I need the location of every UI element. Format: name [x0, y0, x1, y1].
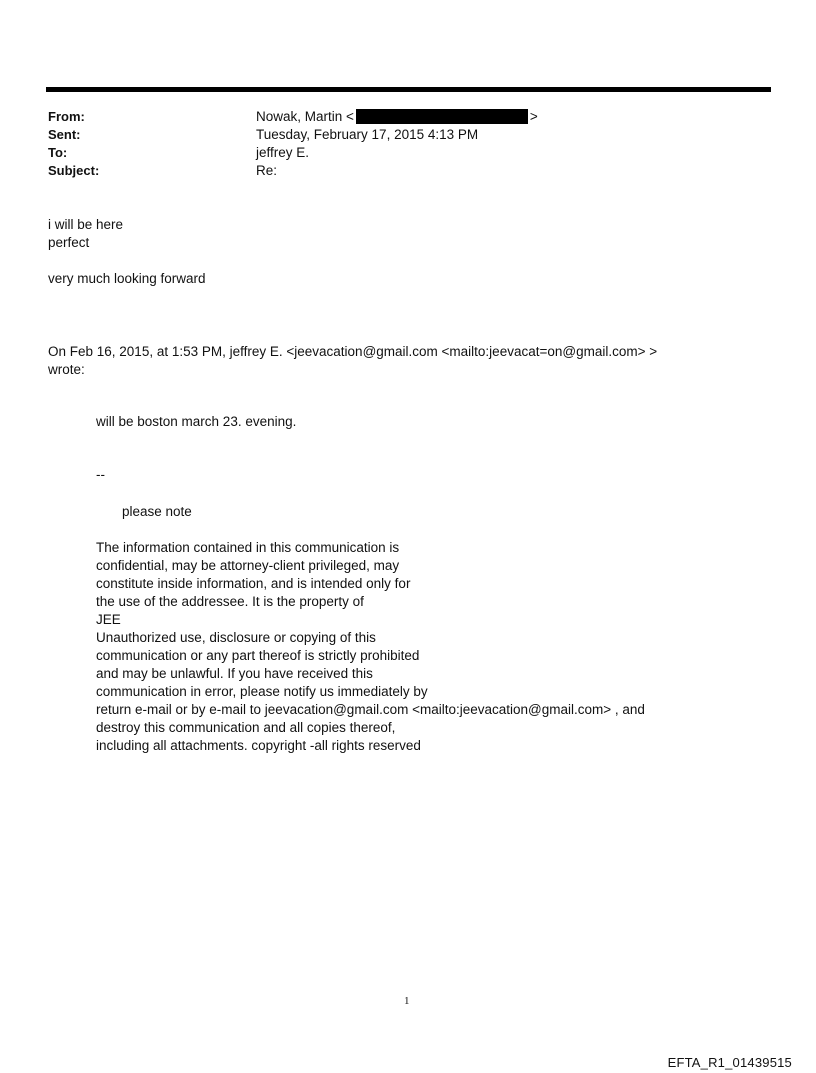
disclaimer-line: return e-mail or by e-mail to jeevacation@gmail.com <mailto:jeevacation@gmail.com> , and	[96, 702, 645, 717]
disclaimer-line: JEE	[96, 612, 121, 627]
disclaimer-line: confidential, may be attorney-client privileged, may	[96, 558, 400, 573]
sent-value: Tuesday, February 17, 2015 4:13 PM	[256, 127, 479, 142]
signature-separator: --	[96, 467, 105, 482]
reply-line-2: perfect	[48, 235, 90, 250]
from-close: >	[529, 109, 538, 124]
disclaimer-line: constitute inside information, and is intended only for	[96, 576, 411, 591]
quote-intro-line-1: On Feb 16, 2015, at 1:53 PM, jeffrey E. <jeevacation@gmail.com <mailto:jeevacat=on@gmail.com> >	[48, 344, 658, 359]
disclaimer-line: and may be unlawful. If you have received this	[96, 666, 373, 681]
disclaimer-line: The information contained in this communication is	[96, 540, 400, 555]
subject-label: Subject:	[48, 163, 100, 178]
disclaimer-line: the use of the addressee. It is the property of	[96, 594, 364, 609]
to-value: jeffrey E.	[256, 145, 310, 160]
bates-number: EFTA_R1_01439515	[667, 1055, 792, 1070]
disclaimer-line: Unauthorized use, disclosure or copying of this	[96, 630, 376, 645]
subject-value: Re:	[256, 163, 278, 178]
reply-line-3: very much looking forward	[48, 271, 206, 286]
please-note: please note	[122, 504, 192, 519]
disclaimer-line: including all attachments. copyright -all rights reserved	[96, 738, 421, 753]
quote-intro-line-2: wrote:	[48, 362, 85, 377]
quoted-message: will be boston march 23. evening.	[96, 414, 297, 429]
disclaimer-line: destroy this communication and all copies thereof,	[96, 720, 396, 735]
sent-label: Sent:	[48, 127, 81, 142]
header-divider	[46, 87, 771, 92]
from-value	[256, 108, 538, 126]
disclaimer-line: communication in error, please notify us immediately by	[96, 684, 428, 699]
redaction-box	[356, 109, 528, 124]
to-label: To:	[48, 145, 68, 160]
from-label: From:	[48, 109, 85, 124]
page-number: 1	[404, 995, 410, 1007]
disclaimer-line: communication or any part thereof is strictly prohibited	[96, 648, 420, 663]
from-name: Nowak, Martin <	[256, 109, 354, 124]
reply-line-1: i will be here	[48, 217, 124, 232]
